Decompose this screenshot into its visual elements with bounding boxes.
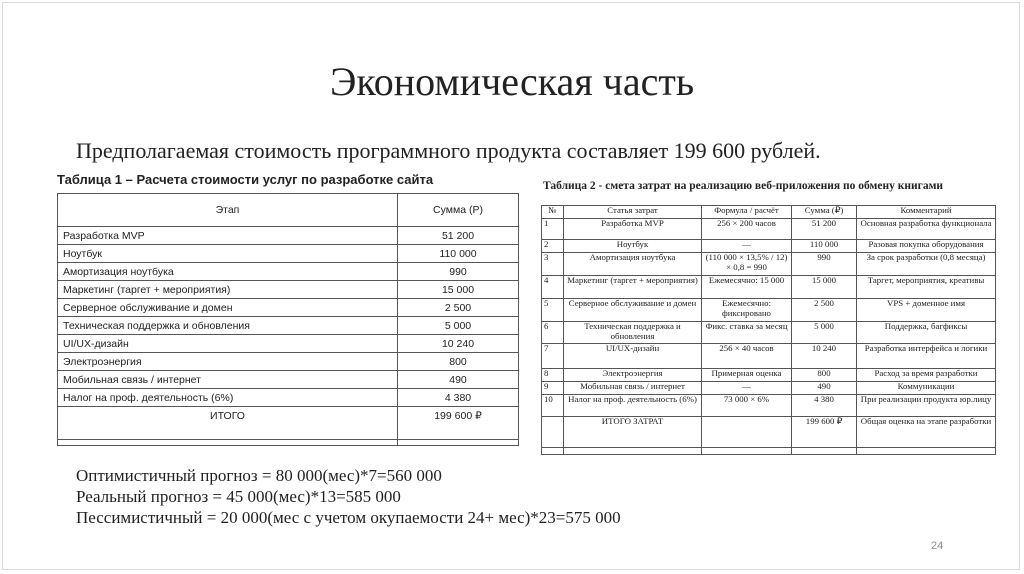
item-cell: Ноутбук: [564, 240, 702, 253]
forecast-block: [76, 465, 621, 528]
forecast-optimistic: Оптимистичный прогноз = 80 000(мес)*7=560 000: [76, 466, 442, 485]
stage-cell: Ноутбук: [58, 245, 398, 263]
table-row: [58, 389, 519, 407]
table-row: [58, 353, 519, 371]
forecast-pessimistic: Пессимистичный = 20 000(мес с учетом окупаемости 24+ мес)*23=575 000: [76, 508, 621, 527]
total-label: ИТОГО: [58, 407, 398, 440]
stage-cell: Маркетинг (таргет + мероприятия): [58, 281, 398, 299]
table-row: [58, 263, 519, 281]
table-row: [58, 227, 519, 245]
page-number: 24: [931, 540, 944, 552]
sum-cell: 490: [792, 382, 857, 395]
table-row: [58, 371, 519, 389]
table2-header-item: Статья затрат: [564, 206, 702, 219]
formula-cell: Ежемесячно: фиксировано: [702, 299, 792, 322]
sum-cell: 110 000: [792, 240, 857, 253]
table2-header-num: №: [542, 206, 564, 219]
sum-cell: 800: [398, 353, 519, 371]
table2-tail-row: [542, 448, 996, 455]
table1-header-row: [58, 194, 519, 227]
sum-cell: 5 000: [398, 317, 519, 335]
row-number: 3: [542, 253, 564, 276]
table2-header-sum: Сумма (₽): [792, 206, 857, 219]
total-sum: 199 600 ₽: [792, 417, 857, 448]
comment-cell: Основная разработка функционала: [857, 219, 996, 240]
formula-cell: Примерная оценка: [702, 369, 792, 382]
item-cell: Электроэнергия: [564, 369, 702, 382]
cost-table-1: [57, 193, 519, 446]
item-cell: Мобильная связь / интернет: [564, 382, 702, 395]
sum-cell: 490: [398, 371, 519, 389]
comment-cell: Поддержка, багфиксы: [857, 322, 996, 344]
sum-cell: 51 200: [398, 227, 519, 245]
stage-cell: Серверное обслуживание и домен: [58, 299, 398, 317]
total-sum: 199 600 ₽: [398, 407, 519, 440]
comment-cell: За срок разработки (0,8 месяца): [857, 253, 996, 276]
table1-header-stage: Этап: [58, 194, 398, 227]
table-row: [542, 322, 996, 344]
table-row: [58, 281, 519, 299]
row-number: 4: [542, 276, 564, 299]
item-cell: UI/UX-дизайн: [564, 344, 702, 369]
sum-cell: 2 500: [792, 299, 857, 322]
row-number: 6: [542, 322, 564, 344]
total-formula: [702, 417, 792, 448]
formula-cell: Ежемесячно: 15 000: [702, 276, 792, 299]
table-row: [542, 344, 996, 369]
table1-spacer-row: [58, 440, 519, 446]
formula-cell: (110 000 × 13,5% / 12) × 0,8 = 990: [702, 253, 792, 276]
sum-cell: 110 000: [398, 245, 519, 263]
total-label: ИТОГО ЗАТРАТ: [564, 417, 702, 448]
stage-cell: UI/UX-дизайн: [58, 335, 398, 353]
formula-cell: —: [702, 240, 792, 253]
slide-title: Экономическая часть: [329, 59, 695, 104]
table-row: [542, 219, 996, 240]
slide-subtitle: Предполагаемая стоимость программного продукта составляет 199 600 рублей.: [76, 138, 821, 163]
table2-header-comment: Комментарий: [857, 206, 996, 219]
formula-cell: 256 × 40 часов: [702, 344, 792, 369]
item-cell: Техническая поддержка и обновления: [564, 322, 702, 344]
table2-header-row: [542, 206, 996, 219]
item-cell: Амортизация ноутбука: [564, 253, 702, 276]
row-number: 2: [542, 240, 564, 253]
sum-cell: 15 000: [792, 276, 857, 299]
formula-cell: 256 × 200 часов: [702, 219, 792, 240]
comment-cell: VPS + доменное имя: [857, 299, 996, 322]
sum-cell: 51 200: [792, 219, 857, 240]
sum-cell: 2 500: [398, 299, 519, 317]
table-row: [542, 395, 996, 417]
table-row: [58, 317, 519, 335]
table2-total-row: [542, 417, 996, 448]
stage-cell: Разработка MVP: [58, 227, 398, 245]
comment-cell: Разработка интерфейса и логики: [857, 344, 996, 369]
item-cell: Маркетинг (таргет + мероприятия): [564, 276, 702, 299]
stage-cell: Электроэнергия: [58, 353, 398, 371]
table-row: [542, 382, 996, 395]
table-row: [58, 299, 519, 317]
comment-cell: Расход за время разработки: [857, 369, 996, 382]
total-num: [542, 417, 564, 448]
row-number: 7: [542, 344, 564, 369]
stage-cell: Мобильная связь / интернет: [58, 371, 398, 389]
table1-caption: Таблица 1 – Расчета стоимости услуг по разработке сайта: [57, 172, 434, 187]
sum-cell: 990: [792, 253, 857, 276]
table-row: [58, 245, 519, 263]
table-row: [542, 369, 996, 382]
comment-cell: Таргет, мероприятия, креативы: [857, 276, 996, 299]
table1-total-row: [58, 407, 519, 440]
stage-cell: Амортизация ноутбука: [58, 263, 398, 281]
stage-cell: Налог на проф. деятельность (6%): [58, 389, 398, 407]
table1-header-sum: Сумма (Р): [398, 194, 519, 227]
sum-cell: 4 380: [792, 395, 857, 417]
sum-cell: 4 380: [398, 389, 519, 407]
sum-cell: 990: [398, 263, 519, 281]
sum-cell: 15 000: [398, 281, 519, 299]
formula-cell: Фикс. ставка за месяц: [702, 322, 792, 344]
item-cell: Налог на проф. деятельность (6%): [564, 395, 702, 417]
formula-cell: —: [702, 382, 792, 395]
comment-cell: Разовая покупка оборудования: [857, 240, 996, 253]
table-row: [542, 299, 996, 322]
table-row: [58, 335, 519, 353]
sum-cell: 800: [792, 369, 857, 382]
sum-cell: 10 240: [398, 335, 519, 353]
row-number: 9: [542, 382, 564, 395]
comment-cell: При реализации продукта юр.лицу: [857, 395, 996, 417]
formula-cell: 73 000 × 6%: [702, 395, 792, 417]
row-number: 10: [542, 395, 564, 417]
row-number: 1: [542, 219, 564, 240]
table2-caption: Таблица 2 - смета затрат на реализацию веб-приложения по обмену книгами: [543, 180, 944, 192]
sum-cell: 5 000: [792, 322, 857, 344]
stage-cell: Техническая поддержка и обновления: [58, 317, 398, 335]
cost-table-2: [541, 205, 996, 455]
table-row: [542, 276, 996, 299]
item-cell: Серверное обслуживание и домен: [564, 299, 702, 322]
comment-cell: Коммуникации: [857, 382, 996, 395]
row-number: 8: [542, 369, 564, 382]
sum-cell: 10 240: [792, 344, 857, 369]
total-comment: Общая оценка на этапе разработки: [857, 417, 996, 448]
table2-header-formula: Формула / расчёт: [702, 206, 792, 219]
item-cell: Разработка MVP: [564, 219, 702, 240]
table-row: [542, 253, 996, 276]
forecast-realistic: Реальный прогноз = 45 000(мес)*13=585 000: [76, 487, 401, 506]
row-number: 5: [542, 299, 564, 322]
table-row: [542, 240, 996, 253]
